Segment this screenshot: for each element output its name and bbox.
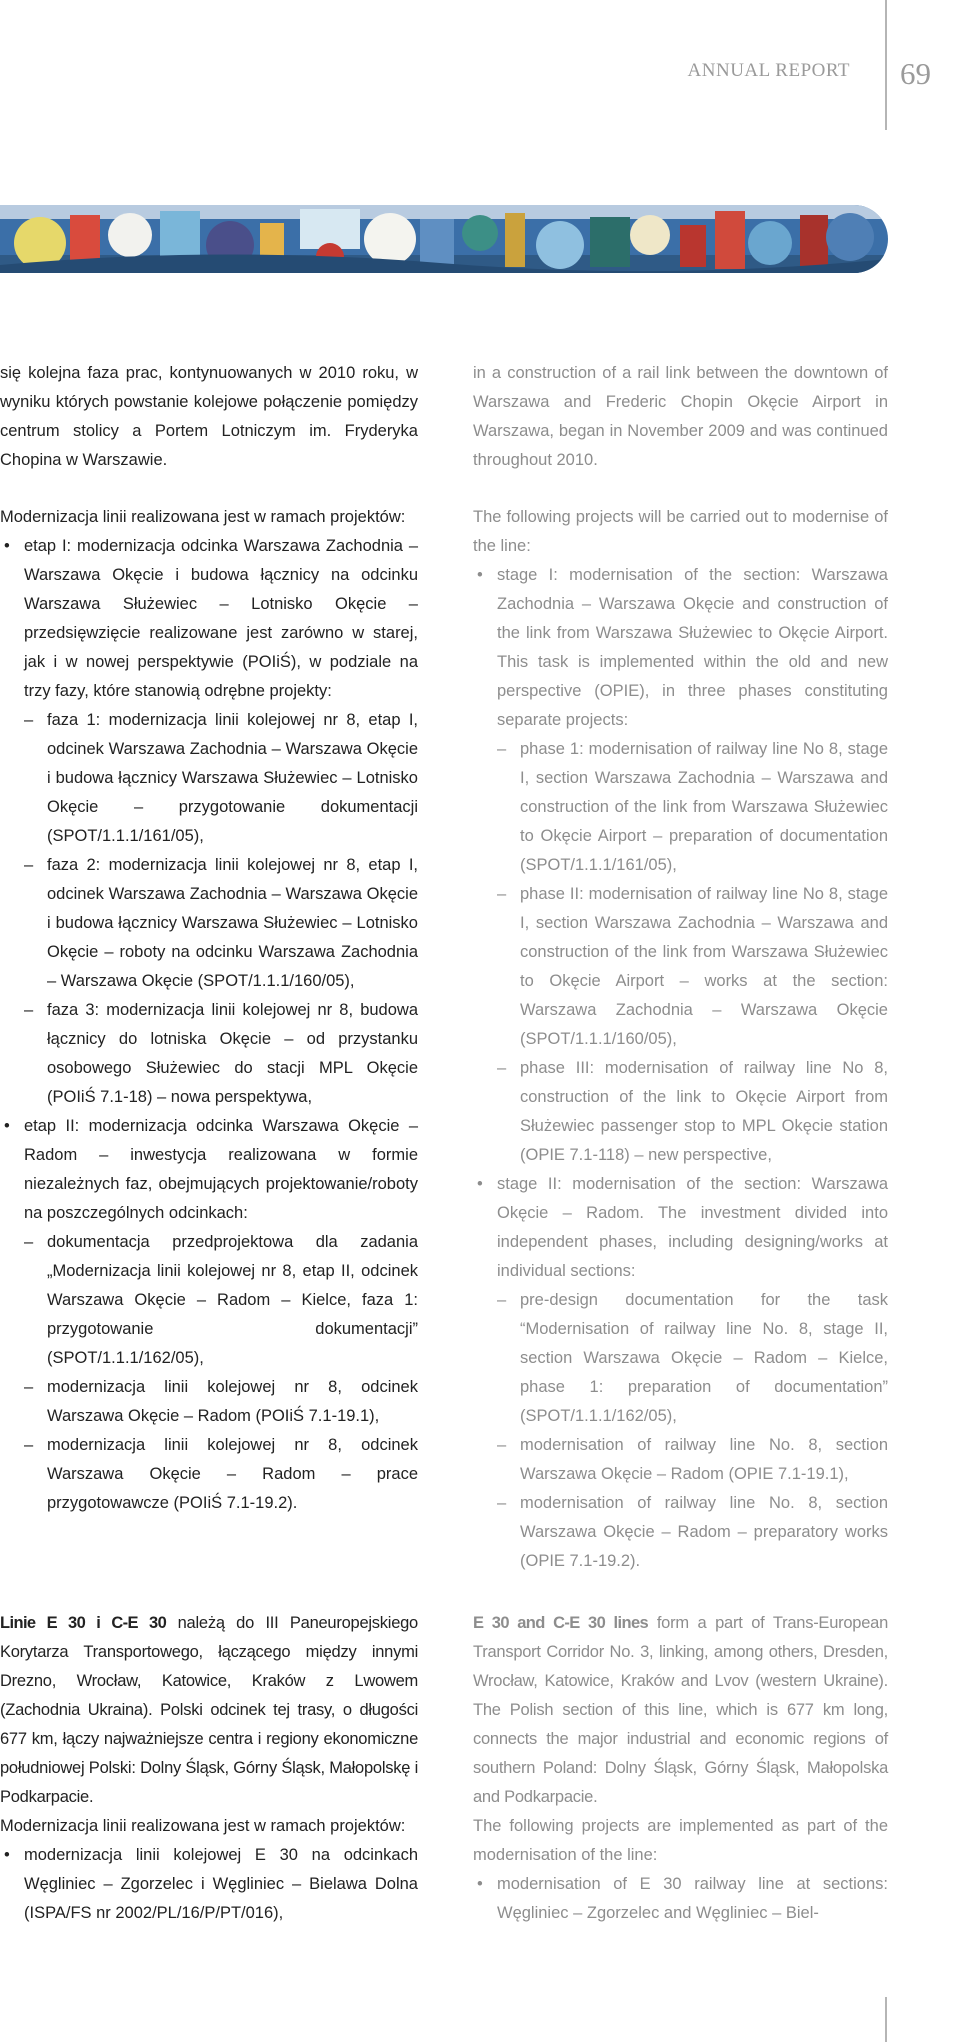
pl-stage2-item: – modernizacja linii kolejowej nr 8, odcinek Warszawa Okęcie – Radom (POIiŚ 7.1-19.1),	[0, 1373, 418, 1431]
english-text-column	[473, 359, 888, 475]
en-stage2-item: – modernisation of railway line No. 8, section Warszawa Okęcie – Radom – preparatory works (OPIE 7.1-19.2).	[473, 1489, 888, 1576]
pl-e30-text: należą do III Paneuropejskiego Korytarza Transportowego, łączącego między innymi Drezno, Wrocław, Katowice, Kraków z Lwowem (Zachodnia Ukraina). Polski odcinek tej trasy, o długości 677 km, łączy najważniejsze centra i regiony ekonomiczne południowej Polski: Dolny Śląsk, Górny Śląsk, Małopolskę i Podkarpacie.	[0, 1614, 418, 1806]
painted-artwork-banner	[0, 205, 888, 273]
en-e30-lead: E 30 and C-E 30 lines	[473, 1614, 649, 1632]
pl-stage2-item: – modernizacja linii kolejowej nr 8, odcinek Warszawa Okęcie – Radom – prace przygotowawcze (POIiŚ 7.1-19.2).	[0, 1431, 418, 1518]
en-intro: in a construction of a rail link between the downtown of Warszawa and Frederic Chopin Okęcie Airport in Warszawa, began in November 2009 and was continued throughout 2010.	[473, 364, 888, 469]
pl-e30-projects	[0, 1812, 418, 1928]
en-e30-paragraph	[473, 1609, 888, 1812]
pl-projects-intro-2: Modernizacja linii realizowana jest w ramach projektów:	[0, 1817, 406, 1835]
en-stage1: • stage I: modernisation of the section: Warszawa Zachodnia – Warszawa Okęcie and construction of the link from Warszawa Służewiec to Okęcie Airport. This task is implemented within the old and new perspective (OPIE), in three phases constituting separate projects:	[473, 561, 888, 735]
pl-projects-intro: Modernizacja linii realizowana jest w ramach projektów:	[0, 508, 406, 526]
pl-e30-paragraph	[0, 1609, 418, 1812]
footer-divider	[885, 1997, 887, 2042]
en-stage2-item: – pre-design documentation for the task “Modernisation of railway line No. 8, stage II, section Warszawa Okęcie – Radom – Kielce, phase 1: preparation of documentation” (SPOT/1.1.1/162/05),	[473, 1286, 888, 1431]
header-title: ANNUAL REPORT	[687, 60, 850, 81]
en-e30-text: form a part of Trans-European Transport Corridor No. 3, linking, among others, Dresden, Wrocław, Katowice, Kraków and Lvov (western Ukraine). The Polish section of this line, which is 677 km long, connects the major industrial and economic regions of southern Poland: Dolny Śląsk, Górny Śląsk, Małopolska and Podkarpacie.	[473, 1614, 888, 1806]
polish-projects-block	[0, 503, 418, 1518]
en-stage1-phase: – phase II: modernisation of railway line No 8, stage I, section Warszawa Zachodnia – Warszawa and construction of the link from Warszawa Służewiec to Okęcie Airport – works at the section: Warszawa Zachodnia – Warszawa Okęcie (SPOT/1.1.1/160/05),	[473, 880, 888, 1054]
en-projects-intro: The following projects will be carried out to modernise of the line:	[473, 508, 888, 555]
pl-stage1-phase: – faza 2: modernizacja linii kolejowej nr 8, etap I, odcinek Warszawa Zachodnia – Warszawa Okęcie i budowa łącznicy Warszawa Służewiec – Lotnisko Okęcie – roboty na odcinku Warszawa Zachodnia – Warszawa Okęcie (SPOT/1.1.1/160/05),	[0, 851, 418, 996]
en-stage1-phase: – phase 1: modernisation of railway line No 8, stage I, section Warszawa Zachodnia – Warszawa and construction of the link from Warszawa Służewiec to Okęcie Airport – preparation of documentation (SPOT/1.1.1/161/05),	[473, 735, 888, 880]
pl-e30-item: • modernizacja linii kolejowej E 30 na odcinkach Węgliniec – Zgorzelec i Węgliniec – Bielawa Dolna (ISPA/FS nr 2002/PL/16/P/PT/016),	[0, 1841, 418, 1928]
en-stage2-item: – modernisation of railway line No. 8, section Warszawa Okęcie – Radom (OPIE 7.1-19.1),	[473, 1431, 888, 1489]
pl-e30-lead: Linie E 30 i C-E 30	[0, 1614, 167, 1632]
pl-intro: się kolejna faza prac, kontynuowanych w 2010 roku, w wyniku których powstanie kolejowe połączenie pomiędzy centrum stolicy a Portem Lotniczym im. Fryderyka Chopina w Warszawie.	[0, 364, 418, 469]
pl-stage1-phase: – faza 1: modernizacja linii kolejowej nr 8, etap I, odcinek Warszawa Zachodnia – Warszawa Okęcie i budowa łącznicy Warszawa Służewiec – Lotnisko Okęcie – przygotowanie dokumentacji (SPOT/1.1.1/161/05),	[0, 706, 418, 851]
page-number: 69	[900, 56, 931, 91]
pl-stage1-phase: – faza 3: modernizacja linii kolejowej nr 8, budowa łącznicy do lotniska Okęcie – od przystanku osobowego Służewiec do stacji MPL Okęcie (POIiŚ 7.1-18) – nowa perspektywa,	[0, 996, 418, 1112]
en-stage1-phase: – phase III: modernisation of railway line No 8, construction of the link to Okęcie Airport from Służewiec passenger stop to MPL Okęcie station (OPIE 7.1-118) – new perspective,	[473, 1054, 888, 1170]
pl-stage2-item: – dokumentacja przedprojektowa dla zadania „Modernizacja linii kolejowej nr 8, etap II, odcinek Warszawa Okęcie – Radom – Kielce, faza 1: przygotowanie dokumentacji” (SPOT/1.1.1/162/05),	[0, 1228, 418, 1373]
pl-stage1: • etap I: modernizacja odcinka Warszawa Zachodnia – Warszawa Okęcie i budowa łącznicy na odcinku Warszawa Służewiec – Lotnisko Okęcie – przedsięwzięcie realizowane jest zarówno w starej, jak i w nowej perspektywie (POIiŚ), w podziale na trzy fazy, które stanowią odrębne projekty:	[0, 532, 418, 706]
header-divider	[885, 0, 887, 130]
en-stage2: • stage II: modernisation of the section: Warszawa Okęcie – Radom. The investment divided into independent phases, including designing/works at individual sections:	[473, 1170, 888, 1286]
en-projects-intro-2: The following projects are implemented as part of the modernisation of the line:	[473, 1817, 888, 1864]
english-projects-block	[473, 503, 888, 1576]
pl-stage2: • etap II: modernizacja odcinka Warszawa Okęcie – Radom – inwestycja realizowana w formie niezależnych faz, obejmujących projektowanie/roboty na poszczególnych odcinkach:	[0, 1112, 418, 1228]
en-e30-item: • modernisation of E 30 railway line at sections: Węgliniec – Zgorzelec and Węgliniec – Biel-	[473, 1870, 888, 1928]
en-e30-projects	[473, 1812, 888, 1928]
